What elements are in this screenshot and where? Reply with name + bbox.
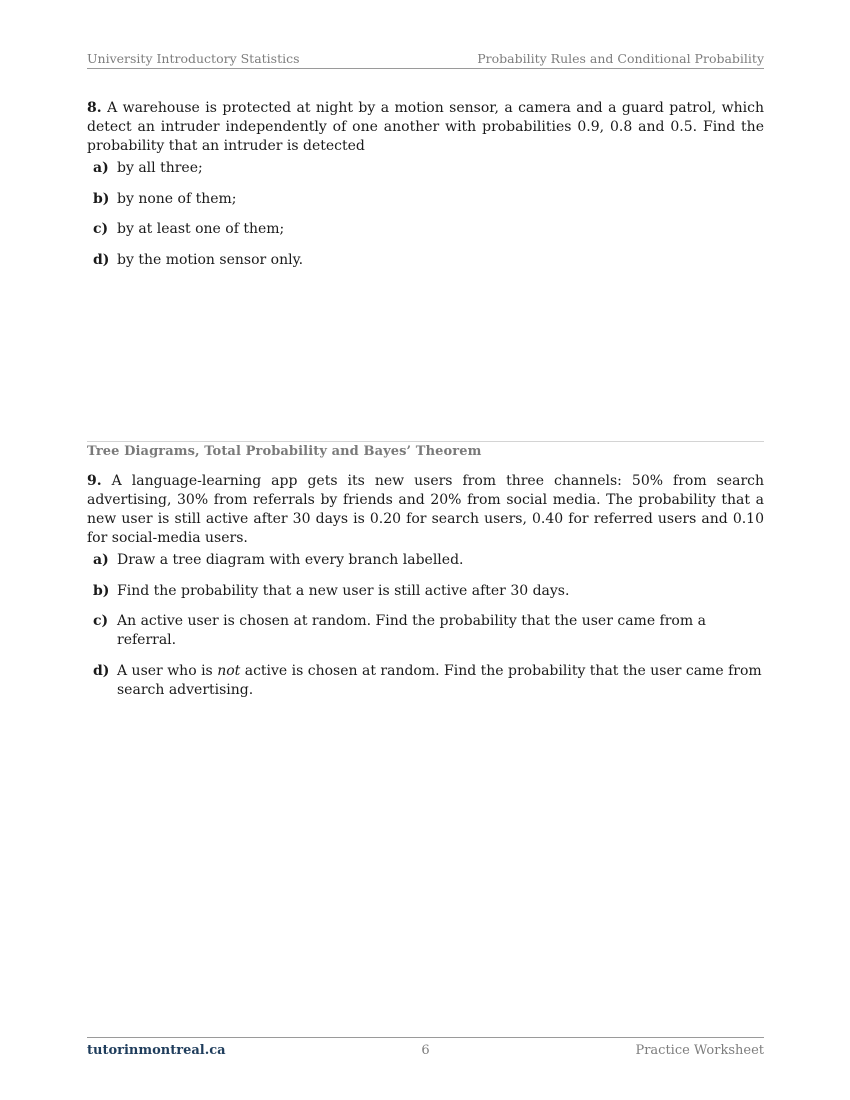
part-label: a) (93, 552, 109, 568)
part-label: b) (93, 582, 110, 599)
part-text: An active user is chosen at random. Find the probability that the user came from a referral. (117, 613, 706, 648)
page-footer (87, 1037, 764, 1060)
question-8-part-a (87, 159, 764, 178)
question-8-stem (87, 99, 764, 156)
part-text: by none of them; (117, 190, 237, 207)
part-label: d) (93, 662, 110, 679)
part-text-after: active is chosen at random. Find the probability that the user came from search advertising. (117, 662, 762, 698)
question-8-part-b (87, 190, 764, 209)
question-9-part-c (87, 612, 764, 650)
part-label: a) (93, 160, 109, 176)
part-text: by all three; (117, 160, 203, 176)
section-divider (87, 441, 764, 442)
header-topic-title: Probability Rules and Conditional Probability (477, 51, 764, 66)
part-label: b) (93, 190, 110, 207)
part-text: Find the probability that a new user is still active after 30 days. (117, 582, 570, 599)
header-course-title: University Introductory Statistics (87, 51, 300, 66)
question-9-part-b (87, 582, 764, 601)
question-9-parts (87, 551, 764, 700)
question-8 (87, 99, 764, 281)
section-heading: Tree Diagrams, Total Probability and Bayes’ Theorem (87, 444, 482, 459)
question-number: 9. (87, 473, 102, 489)
footer-document-label: Practice Worksheet (635, 1043, 764, 1058)
part-text: by at least one of them; (117, 221, 285, 237)
part-text-before: A user who is (117, 662, 218, 679)
question-9-part-d (87, 662, 764, 700)
question-8-part-c (87, 220, 764, 239)
part-label: c) (93, 221, 109, 237)
part-label: c) (93, 613, 109, 629)
question-8-parts (87, 159, 764, 270)
part-label: d) (93, 251, 110, 268)
question-number: 8. (87, 100, 102, 116)
page-header (87, 50, 764, 69)
footer-website-link[interactable]: tutorinmontreal.ca (87, 1043, 226, 1058)
question-9-stem (87, 472, 764, 548)
question-8-part-d (87, 251, 764, 270)
part-text-emphasis: not (217, 662, 241, 679)
page-number: 6 (421, 1043, 430, 1058)
question-9 (87, 472, 764, 711)
question-9-part-a (87, 551, 764, 570)
question-9-text: A language-learning app gets its new users from three channels: 50% from search advertising, 30% from referrals by friends and 20% from social media. The probability that a new user is still active after 30 days is 0.20 for search users, 0.40 for referred users and 0.10 for social-media users. (87, 473, 764, 546)
part-text: Draw a tree diagram with every branch labelled. (117, 552, 464, 568)
question-8-text: A warehouse is protected at night by a motion sensor, a camera and a guard patrol, which detect an intruder independently of one another with probabilities 0.9, 0.8 and 0.5. Find the probability that an intruder is detected (87, 100, 764, 154)
part-text: by the motion sensor only. (117, 251, 304, 268)
